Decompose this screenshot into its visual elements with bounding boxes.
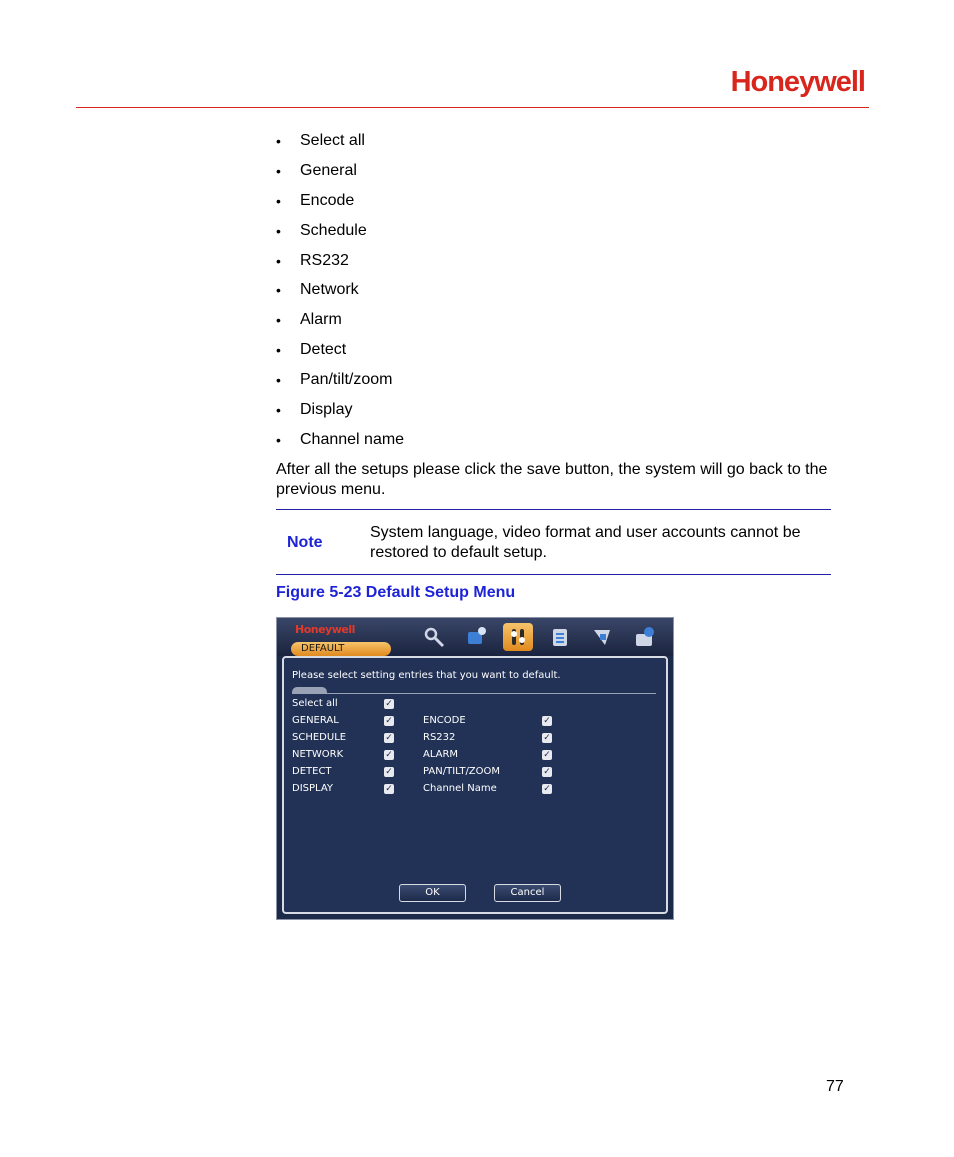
display-label: DISPLAY [292, 783, 334, 794]
list-item: • Alarm [276, 310, 404, 340]
detect-checkbox[interactable]: ✓ [385, 767, 393, 777]
encode-label: ENCODE [423, 715, 466, 726]
detect-label: DETECT [292, 766, 332, 777]
list-item: • Network [276, 280, 404, 310]
setting-icon[interactable] [503, 623, 533, 651]
record-icon[interactable] [461, 623, 491, 651]
header-rule [76, 107, 869, 108]
schedule-checkbox[interactable]: ✓ [385, 733, 393, 743]
network-checkbox[interactable]: ✓ [385, 750, 393, 760]
list-item: • Pan/tilt/zoom [276, 370, 404, 400]
tab-default[interactable]: DEFAULT [291, 642, 391, 656]
note-box [276, 509, 831, 575]
alarm-checkbox[interactable]: ✓ [543, 750, 551, 760]
cancel-button[interactable]: Cancel [494, 884, 561, 902]
note-label: Note [287, 534, 323, 551]
dvr-menu-icons [419, 623, 659, 651]
dvr-subtab-line [292, 693, 656, 694]
advanced-icon[interactable] [545, 623, 575, 651]
alarm-label: ALARM [423, 749, 459, 760]
ptz-label: PAN/TILT/ZOOM [423, 766, 501, 777]
honeywell-logo: Honeywell [730, 66, 865, 98]
channel-name-checkbox[interactable]: ✓ [543, 784, 551, 794]
ptz-checkbox[interactable]: ✓ [543, 767, 551, 777]
select-all-label: Select all [292, 698, 338, 709]
list-item: • Schedule [276, 221, 404, 251]
rs232-checkbox[interactable]: ✓ [543, 733, 551, 743]
display-checkbox[interactable]: ✓ [385, 784, 393, 794]
encode-checkbox[interactable]: ✓ [543, 716, 551, 726]
general-label: GENERAL [292, 715, 339, 726]
list-item: • General [276, 161, 404, 191]
dvr-top-bar [277, 618, 673, 656]
search-icon[interactable] [419, 623, 449, 651]
channel-name-label: Channel Name [423, 783, 497, 794]
default-settings-panel [282, 656, 668, 914]
list-item: • Select all [276, 131, 404, 161]
shutdown-icon[interactable] [629, 623, 659, 651]
note-text: System language, video format and user accounts cannot be restored to default setup. [370, 524, 801, 561]
ok-button[interactable]: OK [399, 884, 466, 902]
list-item: • Channel name [276, 430, 404, 460]
list-item: • RS232 [276, 251, 404, 281]
info-icon[interactable] [587, 623, 617, 651]
dvr-brand-logo: Honeywell [295, 623, 355, 636]
figure-caption: Figure 5-23 Default Setup Menu [276, 584, 516, 601]
dvr-prompt: Please select setting entries that you want to default. [292, 670, 561, 681]
list-item: • Display [276, 400, 404, 430]
page-number: 77 [826, 1078, 844, 1095]
select-all-checkbox[interactable]: ✓ [385, 699, 393, 709]
list-item: • Encode [276, 191, 404, 221]
list-item: • Detect [276, 340, 404, 370]
default-setup-screenshot [276, 617, 674, 920]
default-items-list [276, 131, 404, 460]
instruction-paragraph: After all the setups please click the save button, the system will go back to the previous menu. [276, 461, 828, 498]
rs232-label: RS232 [423, 732, 456, 743]
network-label: NETWORK [292, 749, 344, 760]
schedule-label: SCHEDULE [292, 732, 347, 743]
general-checkbox[interactable]: ✓ [385, 716, 393, 726]
